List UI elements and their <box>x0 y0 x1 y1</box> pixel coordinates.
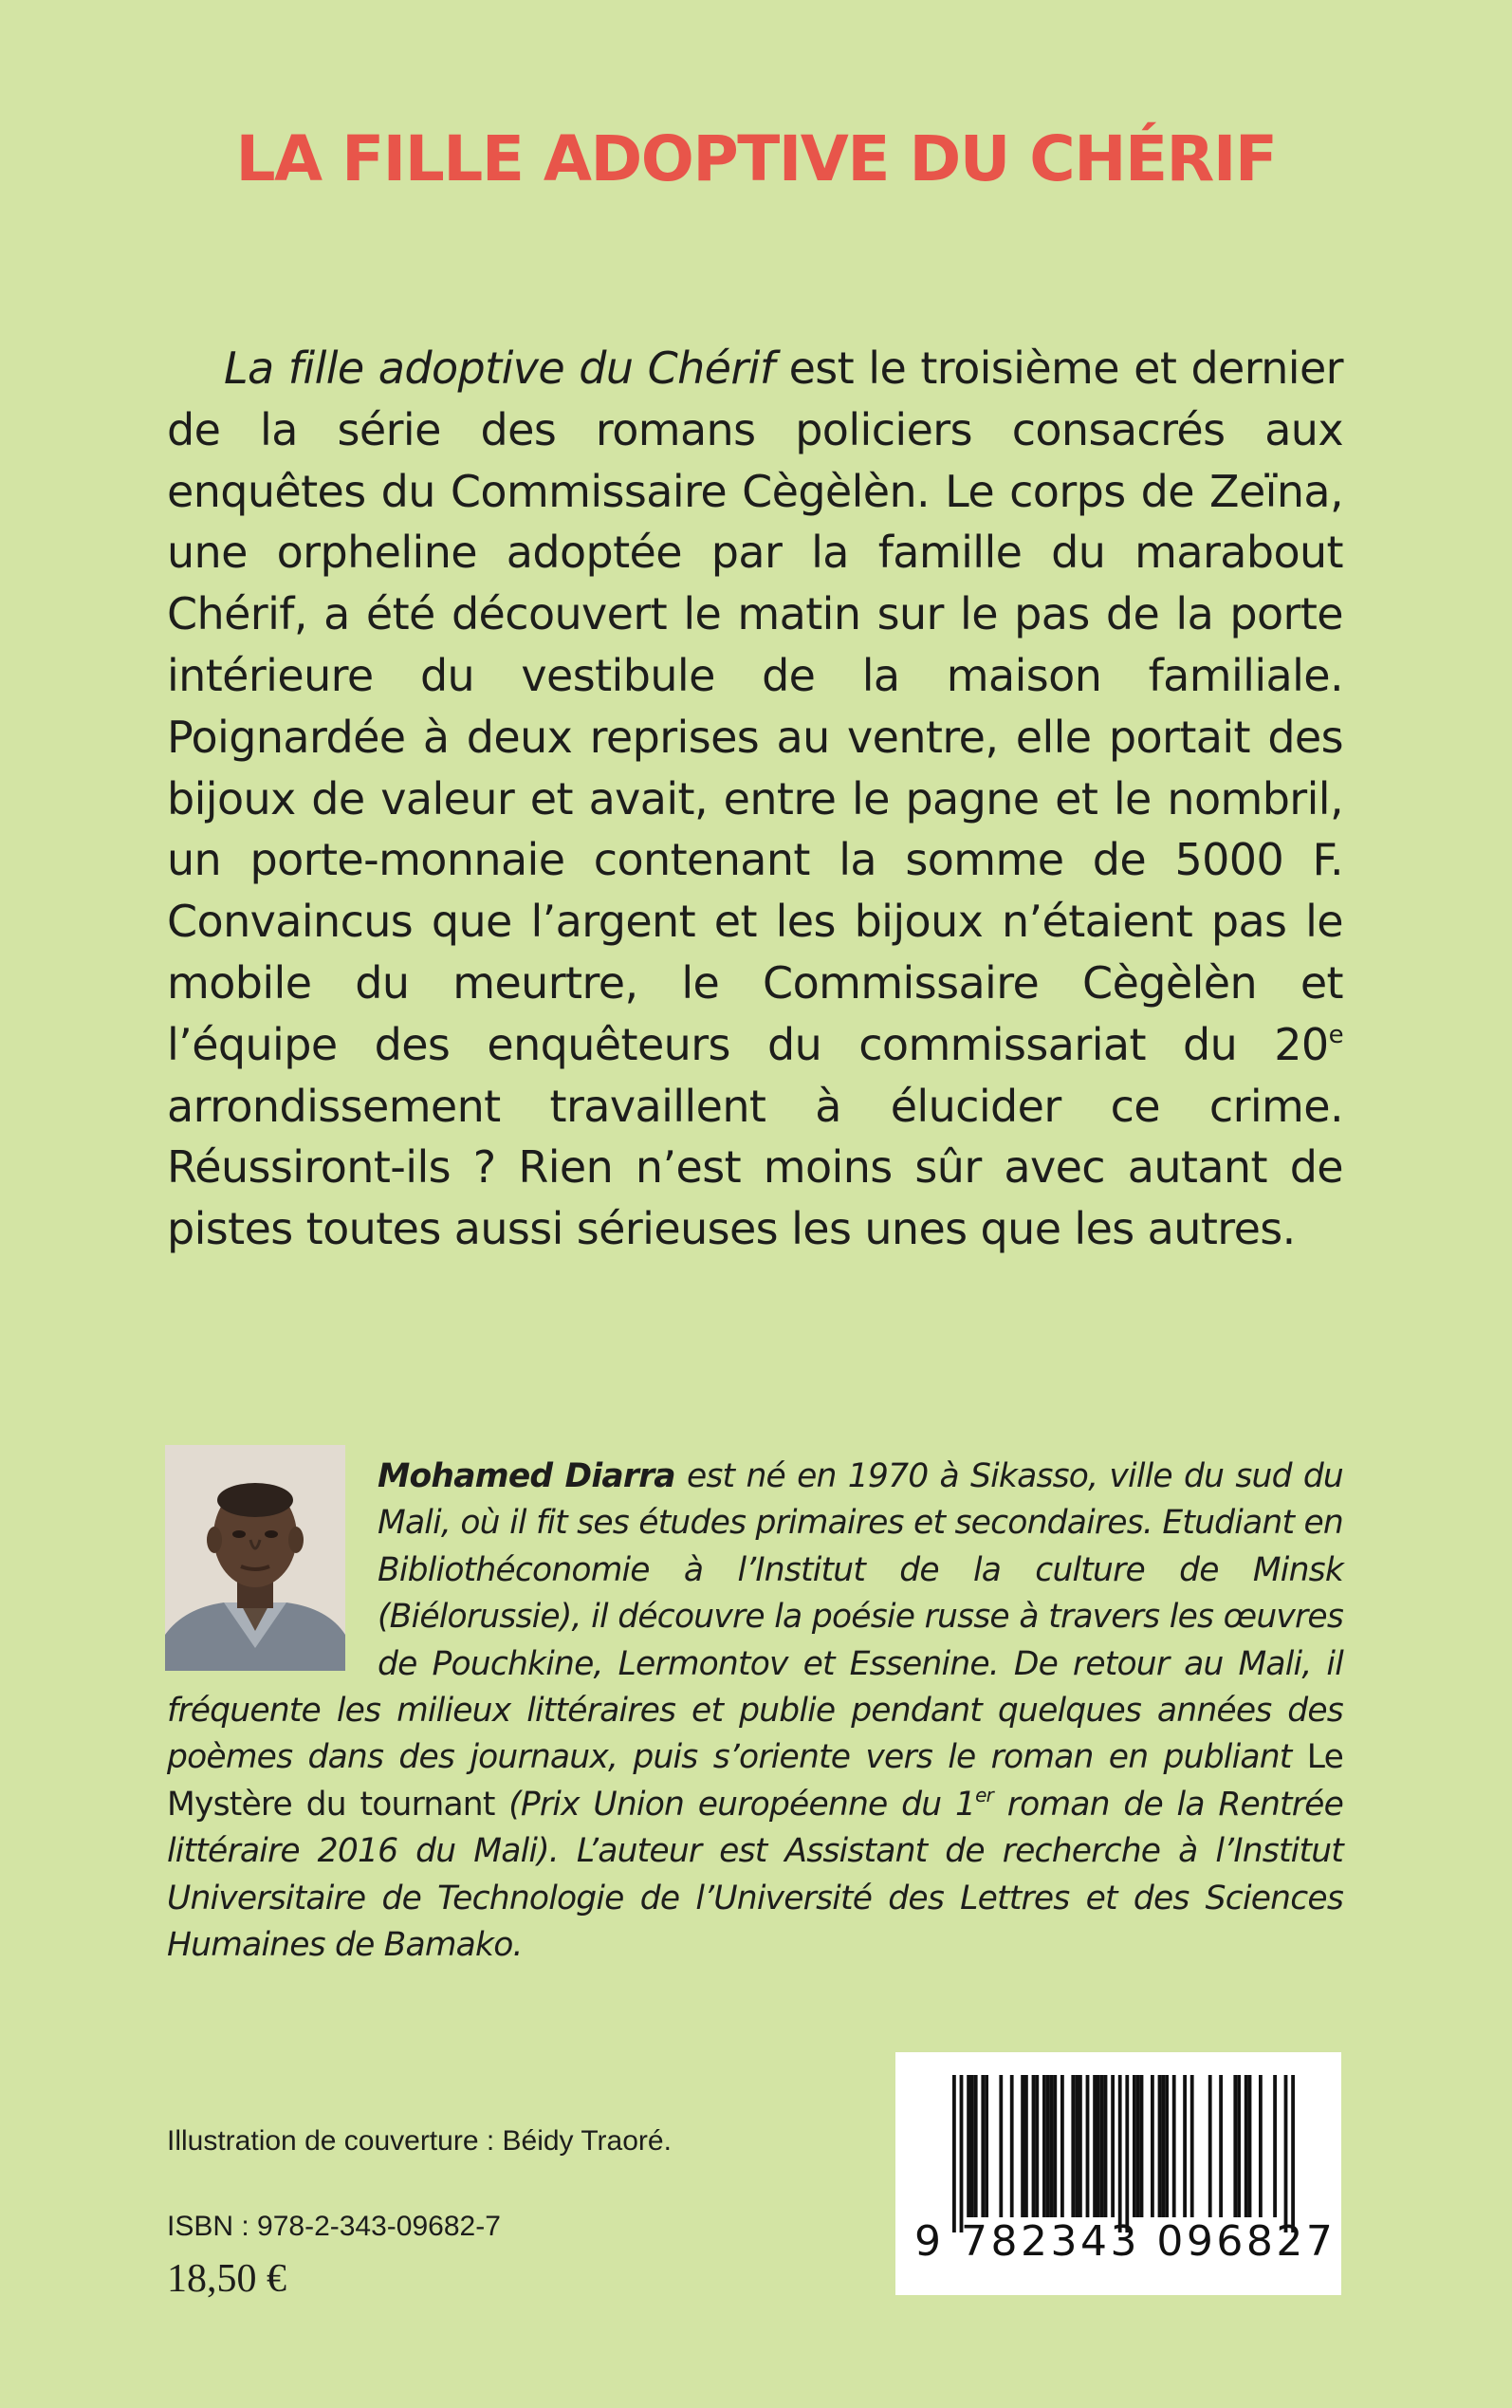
synopsis-title: La fille adoptive du Chérif <box>224 343 775 394</box>
barcode-bar <box>1136 2075 1140 2217</box>
barcode-bar <box>1248 2075 1252 2217</box>
barcode-bar <box>1284 2075 1288 2232</box>
barcode <box>895 2052 1341 2295</box>
bio-text-3: roman de la Rentrée littéraire 2016 du Mali). L’auteur est Assistant de recherche à l’Institut Universitaire de Technologie de l’Université des Lettres et des Sciences Humaines de Bamako. <box>167 1785 1343 1965</box>
barcode-bar <box>1259 2075 1263 2217</box>
barcode-bar <box>974 2075 978 2217</box>
synopsis <box>167 338 1343 1260</box>
barcode-bar <box>981 2075 985 2217</box>
barcode-bar <box>1245 2075 1248 2217</box>
barcode-bar <box>1086 2075 1090 2217</box>
barcode-bar <box>1161 2075 1165 2217</box>
barcode-bar <box>1021 2075 1024 2217</box>
barcode-bar <box>1291 2075 1295 2232</box>
barcode-bar <box>1273 2075 1277 2217</box>
barcode-bar <box>1158 2075 1162 2217</box>
price: 18,50 € <box>167 2257 286 2301</box>
barcode-bar <box>1100 2075 1104 2217</box>
illustration-credit: Illustration de couverture : Béidy Traoré. <box>167 2125 672 2157</box>
barcode-bar <box>1111 2075 1115 2217</box>
photo-spacer <box>167 1454 378 1687</box>
barcode-bar <box>1183 2075 1187 2217</box>
bio-text-2: (Prix Union européenne du 1 <box>494 1785 976 1824</box>
barcode-bar <box>1071 2075 1075 2217</box>
barcode-bar <box>1035 2075 1039 2217</box>
barcode-bar <box>1172 2075 1176 2217</box>
barcode-bar <box>1118 2075 1122 2232</box>
barcode-bar <box>1060 2075 1064 2217</box>
barcode-bar <box>985 2075 988 2217</box>
barcode-bar <box>1050 2075 1054 2217</box>
barcode-bar <box>1042 2075 1046 2217</box>
previous-book-title: Le Mystère du tournant <box>167 1738 1343 1824</box>
barcode-bar <box>1010 2075 1014 2217</box>
synopsis-text-1: est le troisième et dernier de la série des romans policiers consacrés aux enquêtes du Commissaire Cègèlèn. Le corps de Zeïna, une orpheline adoptée par la famille du marabout Chérif, a été découvert le matin sur le pas de la porte intérieure du vestibule de la maison familiale. Poignardée à deux reprises au ventre, elle portait des bijoux de valeur et avait, entre le pagne et le nombril, un porte-monnaie contenant la somme de 5000 F. Convaincus que l’argent et les bijoux n’étaient pas le mobile du meurtre, le Commissaire Cègèlèn et l’équipe des enquêteurs du commissariat du 20 <box>167 343 1343 1070</box>
barcode-bar <box>1053 2075 1057 2217</box>
barcode-bar <box>967 2075 970 2217</box>
barcode-bar <box>1233 2075 1237 2217</box>
barcode-bar <box>1097 2075 1100 2217</box>
synopsis-text-2: arrondissement travaillent à élucider ce crime. Réussiront-ils ? Rien n’est moins sûr avec autant de pistes toutes aussi sérieuses les unes que les autres. <box>167 1080 1343 1255</box>
barcode-bar <box>1190 2075 1194 2217</box>
barcode-bar <box>999 2075 1003 2217</box>
barcode-bar <box>960 2075 964 2232</box>
bio-text-1: est né en 1970 à Sikasso, ville du sud du Mali, où il fit ses études primaires et secondaires. Etudiant en Bibliothéconomie à l’Institut de la culture de Minsk (Biélorussie), il découvre la poésie russe à travers les œuvres de Pouchkine, Lermontov et Essenine. De retour au Mali, il fréquente les milieux littéraires et publie pendant quelques années des poèmes dans des journaux, puis s’oriente vers le roman en publiant <box>167 1457 1343 1777</box>
barcode-bar <box>1208 2075 1212 2217</box>
isbn: ISBN : 978-2-343-09682-7 <box>167 2211 501 2242</box>
superscript-er: er <box>975 1783 994 1806</box>
author-name: Mohamed Diarra <box>378 1457 675 1495</box>
barcode-bar <box>1133 2075 1136 2217</box>
barcode-bar <box>1024 2075 1028 2217</box>
barcode-bar <box>1046 2075 1050 2217</box>
barcode-bar <box>1104 2075 1108 2217</box>
author-biography <box>167 1454 1343 1969</box>
barcode-digits: 9 782343 096827 <box>914 2217 1337 2266</box>
barcode-bar <box>1125 2075 1129 2232</box>
barcode-bar <box>952 2075 956 2232</box>
barcode-bar <box>1219 2075 1223 2217</box>
superscript-e: e <box>1328 1020 1343 1049</box>
barcode-bar <box>1032 2075 1036 2217</box>
barcode-bar <box>1075 2075 1079 2217</box>
barcode-bar <box>1237 2075 1241 2217</box>
barcode-bar <box>1093 2075 1097 2217</box>
barcode-bar <box>1151 2075 1154 2217</box>
barcode-bar <box>1165 2075 1169 2217</box>
barcode-bar <box>970 2075 974 2217</box>
book-title: LA FILLE ADOPTIVE DU CHÉRIF <box>235 122 1277 195</box>
barcode-bar <box>1079 2075 1082 2217</box>
barcode-bar <box>1140 2075 1144 2217</box>
